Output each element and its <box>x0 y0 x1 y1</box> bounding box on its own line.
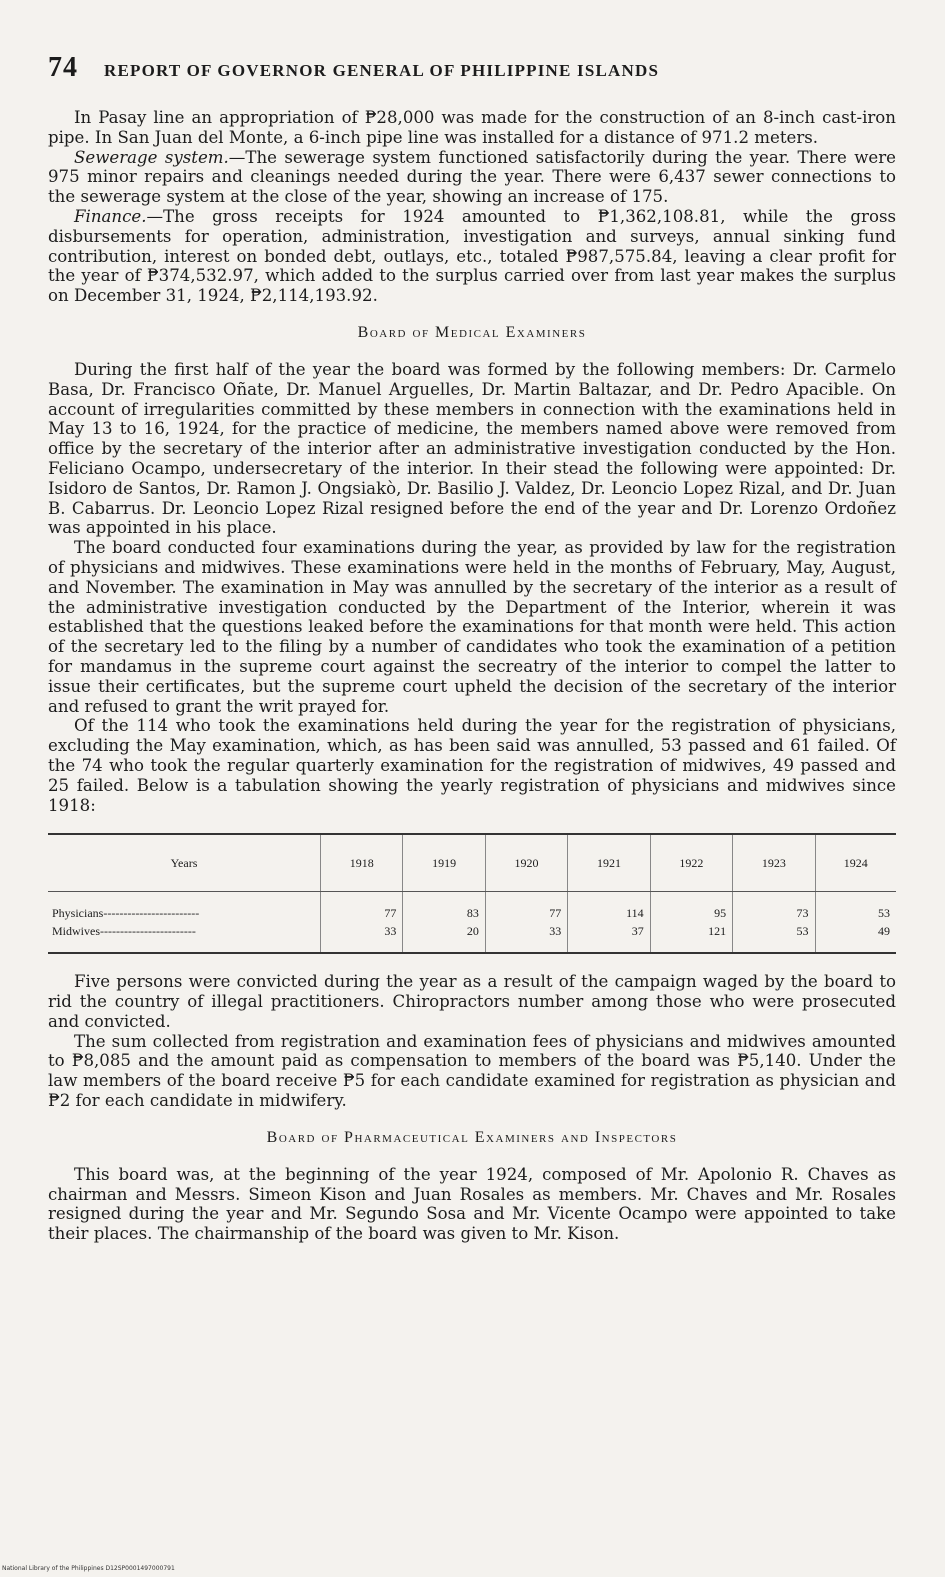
table-header-year: 1923 <box>733 834 815 892</box>
section-heading-medical: Board of Medical Examiners <box>357 323 587 341</box>
table-row <box>48 922 896 953</box>
registration-table <box>48 833 896 954</box>
page-number: 74 <box>48 52 78 83</box>
table-cell: 49 <box>815 922 896 953</box>
finance-text: —The gross receipts for 1924 amounted to ₱1,362,108.81, while the gross disbursements for operation, administration, investigation and surveys, annual sinking fund contribution, interest on bonded debt, outlays, etc., totaled ₱987,575.84, leaving a clear profit for the year of ₱374,532.97, which added to the surplus carried over from last year makes the surplus on December 31, 1924, ₱2,114,193.92. <box>48 206 896 306</box>
table-cell: 77 <box>321 892 403 923</box>
running-head: REPORT OF GOVERNOR GENERAL OF PHILIPPINE ISLANDS <box>104 61 660 80</box>
document-page <box>48 52 896 1244</box>
table-header-year: 1924 <box>815 834 896 892</box>
table-header-year: 1919 <box>403 834 485 892</box>
table-row-label: Midwives------------------------ <box>48 922 321 953</box>
sewerage-text: —The sewerage system functioned satisfactorily during the year. There were 975 minor repairs and cleanings needed during the year. There were 6,437 sewer connections to the sewerage system at the close of the year, showing an increase of 175. <box>48 147 896 207</box>
paragraph-convictions: Five persons were convicted during the year as a result of the campaign waged by the board to rid the country of illegal practitioners. Chiropractors number among those who were prosecuted and convicted. <box>48 972 896 1031</box>
page-header <box>48 52 896 84</box>
table-header-years: Years <box>48 834 321 892</box>
table-cell: 114 <box>568 892 650 923</box>
table-cell: 83 <box>403 892 485 923</box>
table-header-year: 1921 <box>568 834 650 892</box>
table-cell: 33 <box>485 922 567 953</box>
table-row-label: Physicians------------------------ <box>52 905 200 920</box>
table-cell: 53 <box>815 892 896 923</box>
table-cell: 20 <box>403 922 485 953</box>
leader-dots: ------------------------ <box>103 905 200 920</box>
table-row <box>48 892 896 923</box>
paragraph-medical-examinations: The board conducted four examinations during the year, as provided by law for the registration of physicians and midwives. These examinations were held in the months of February, May, August, and November. The examination in May was annulled by the secretary of the interior as a result of the administrative investigation conducted by the Department of the Interior, wherein it was established that the questions leaked before the examinations for that month were held. This action of the secretary led to the filing by a number of candidates who took the examination of a petition for mandamus in the supreme court against the secreatry of the interior to compel the latter to issue their certificates, but the supreme court upheld the decision of the secretary of the interior and refused to grant the writ prayed for. <box>48 538 896 716</box>
paragraph-pasay: In Pasay line an appropriation of ₱28,000 was made for the construction of an 8-inch cast-iron pipe. In San Juan del Monte, a 6-inch pipe line was installed for a distance of 971.2 meters. <box>48 108 896 147</box>
sewerage-label: Sewerage system. <box>74 147 229 167</box>
paragraph-sewerage <box>48 148 896 207</box>
table-header-year: 1922 <box>650 834 732 892</box>
table-header-year: 1918 <box>321 834 403 892</box>
paragraph-fees: The sum collected from registration and examination fees of physicians and midwives amounted to ₱8,085 and the amount paid as compensation to members of the board was ₱5,140. Under the law members of the board receive ₱5 for each candidate examined for registration as physician and ₱2 for each candidate in midwifery. <box>48 1031 896 1111</box>
table-cell: 77 <box>485 892 567 923</box>
finance-label: Finance. <box>74 206 147 226</box>
section-heading-pharmaceutical: Board of Pharmaceutical Examiners and Inspectors <box>266 1128 678 1146</box>
leader-dots: ------------------------ <box>100 923 196 938</box>
table-cell: 53 <box>733 922 815 953</box>
table-cell: 121 <box>650 922 732 953</box>
table-header-row <box>48 834 896 892</box>
table-cell: 73 <box>733 892 815 923</box>
paragraph-medical-results: Of the 114 who took the examinations held during the year for the registration of physicians, excluding the May examination, which, as has been said was annulled, 53 passed and 61 failed. Of the 74 who took the regular quarterly examination for the registration of midwives, 49 passed and 25 failed. Below is a tabulation showing the yearly registration of physicians and midwives since 1918: <box>48 716 896 815</box>
table-header-year: 1920 <box>485 834 567 892</box>
table-cell: 95 <box>650 892 732 923</box>
paragraph-finance <box>48 207 896 306</box>
paragraph-medical-members: During the first half of the year the board was formed by the following members: Dr. Carmelo Basa, Dr. Francisco Oñate, Dr. Manuel Arguelles, Dr. Martin Baltazar, and Dr. Pedro Apacible. On account of irregularities committed by these members in connection with the examinations held in May 13 to 16, 1924, for the practice of medicine, the members named above were removed from office by the secretary of the interior after an administrative investigation conducted by the Hon. Feliciano Ocampo, undersecretary of the interior. In their stead the following were appointed: Dr. Isidoro de Santos, Dr. Ramon J. Ongsiakò, Dr. Basilio J. Valdez, Dr. Leoncio Lopez Rizal, and Dr. Juan B. Cabarrus. Dr. Leoncio Lopez Rizal resigned before the end of the year and Dr. Lorenzo Ordoñez was appointed in his place. <box>48 359 896 538</box>
table-cell: 33 <box>321 922 403 953</box>
table-cell: 37 <box>568 922 650 953</box>
paragraph-pharmaceutical-board: This board was, at the beginning of the year 1924, composed of Mr. Apolonio R. Chaves as chairman and Messrs. Simeon Kison and Juan Rosales as members. Mr. Chaves and Mr. Rosales resigned during the year and Mr. Segundo Sosa and Mr. Vicente Ocampo were appointed to take their places. The chairmanship of the board was given to Mr. Kison. <box>48 1164 896 1244</box>
scan-footer-tag: National Library of the Philippines D12SP0001497000791 <box>2 1565 175 1572</box>
